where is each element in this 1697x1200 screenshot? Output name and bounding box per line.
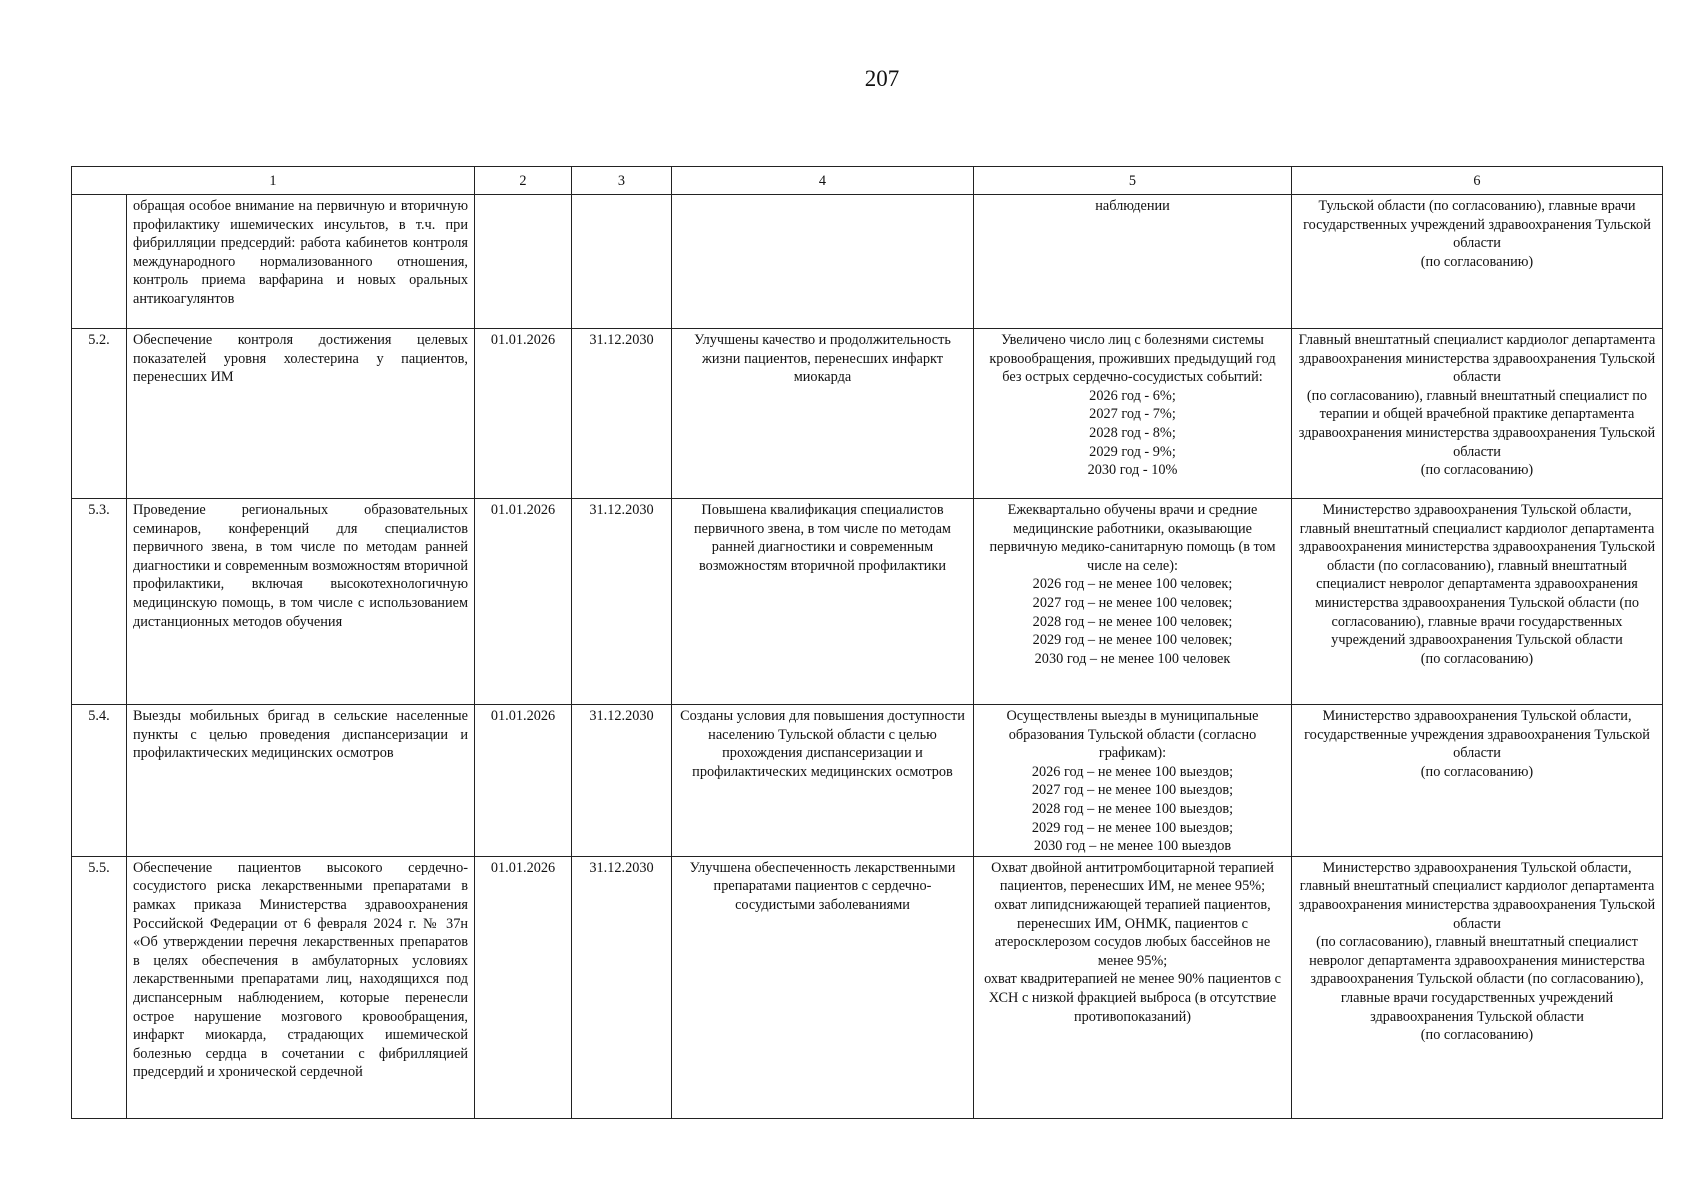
indicator-line: 2028 год - 8%; — [1089, 424, 1176, 441]
table-row — [72, 856, 1663, 1118]
responsible-line: Министерство здравоохранения Тульской области, главный внештатный специалист кардиолог департамента здравоохранения министерства здравоохранения Тульской области — [1298, 859, 1656, 932]
responsible-line: (по согласованию) — [1420, 462, 1534, 479]
responsible-cell — [1292, 705, 1663, 857]
responsible-cell — [1292, 329, 1663, 499]
result-cell: Созданы условия для повышения доступности населению Тульской области с целью прохождения диспансеризации и профилактических медицинских осмотров — [672, 705, 974, 857]
indicator-line: 2028 год – не менее 100 человек; — [1032, 613, 1233, 630]
indicator-line: Увеличено число лиц с болезнями системы кровообращения, проживших предыдущий год без острых сердечно-сосудистых событий: — [989, 332, 1276, 386]
responsible-line: (по согласованию), главный внештатный специалист невролог департамента здравоохранения министерства здравоохранения Тульской области (по согласованию), главные врачи государственных учреждений здравоохранения Тульской области — [1309, 934, 1645, 1025]
responsible-line: Тульской области (по согласованию), главные врачи государственных учреждений здравоохранения Тульской области — [1303, 198, 1651, 252]
end-date-cell — [572, 195, 672, 329]
responsible-line: Главный внештатный специалист кардиолог департамента здравоохранения министерства здравоохранения Тульской области — [1298, 332, 1656, 386]
column-header-4: 4 — [672, 167, 974, 195]
end-date-cell: 31.12.2030 — [572, 329, 672, 499]
responsible-line: (по согласованию) — [1420, 763, 1534, 780]
table-row — [72, 499, 1663, 705]
row-number: 5.5. — [72, 856, 127, 1118]
start-date-cell: 01.01.2026 — [475, 705, 572, 857]
row-number: 5.4. — [72, 705, 127, 857]
event-cell: Обеспечение контроля достижения целевых показателей уровня холестерина у пациентов, перенесших ИМ — [127, 329, 475, 499]
end-date-cell: 31.12.2030 — [572, 856, 672, 1118]
table-row — [72, 329, 1663, 499]
column-header-5: 5 — [974, 167, 1292, 195]
responsible-cell — [1292, 499, 1663, 705]
indicator-cell — [974, 329, 1292, 499]
end-date-cell: 31.12.2030 — [572, 705, 672, 857]
indicator-line: охват липидснижающей терапией пациентов, перенесших ИМ, ОНМК, пациентов с атеросклерозом сосудов любых бассейнов не менее 95%; — [994, 896, 1271, 969]
table-row — [72, 705, 1663, 857]
indicator-line: 2028 год – не менее 100 выездов; — [1031, 800, 1234, 817]
row-number: 5.3. — [72, 499, 127, 705]
start-date-cell — [475, 195, 572, 329]
start-date-cell: 01.01.2026 — [475, 329, 572, 499]
responsible-cell — [1292, 195, 1663, 329]
responsible-line: (по согласованию) — [1420, 650, 1534, 667]
event-cell: Выезды мобильных бригад в сельские населенные пункты с целью проведения диспансеризации и профилактических медицинских осмотров — [127, 705, 475, 857]
column-header-3: 3 — [572, 167, 672, 195]
indicator-line: 2026 год – не менее 100 человек; — [1032, 576, 1233, 593]
result-cell: Улучшена обеспеченность лекарственными препаратами пациентов с сердечно-сосудистыми заболеваниями — [672, 856, 974, 1118]
indicator-line: 2027 год - 7%; — [1089, 406, 1176, 423]
start-date-cell: 01.01.2026 — [475, 856, 572, 1118]
event-cell: обращая особое внимание на первичную и вторичную профилактику ишемических инсультов, в т.ч. при фибрилляции предсердий: работа кабинетов контроля международного нормализованного отношения, контроль приема варфарина и новых оральных антикоагулянтов — [127, 195, 475, 329]
indicator-line: Охват двойной антитромбоцитарной терапией пациентов, перенесших ИМ, не менее 95%; — [991, 859, 1274, 895]
result-cell — [672, 195, 974, 329]
row-number — [72, 195, 127, 329]
indicator-line: 2027 год – не менее 100 выездов; — [1031, 782, 1234, 799]
indicator-line: 2026 год – не менее 100 выездов; — [1031, 763, 1234, 780]
indicator-line: 2027 год – не менее 100 человек; — [1032, 594, 1233, 611]
event-cell: Проведение региональных образовательных семинаров, конференций для специалистов первичного звена, в том числе по методам ранней диагностики и современным возможностям вторичной профилактики, включая высокотехнологичную медицинскую помощь, в том числе с использованием дистанционных методов обучения — [127, 499, 475, 705]
result-cell: Повышена квалификация специалистов первичного звена, в том числе по методам ранней диагностики и современным возможностям вторичной профилактики — [672, 499, 974, 705]
indicator-line: Осуществлены выезды в муниципальные образования Тульской области (согласно графикам): — [1006, 708, 1259, 762]
indicator-line: наблюдении — [1095, 198, 1170, 214]
indicator-cell — [974, 499, 1292, 705]
event-cell: Обеспечение пациентов высокого сердечно-сосудистого риска лекарственными препаратами в рамках приказа Министерства здравоохранения Российской Федерации от 6 февраля 2024 г. № 37н «Об утверждении перечня лекарственных препаратов в целях обеспечения в амбулаторных условиях лекарственными препаратами лиц, находящихся под диспансерным наблюдением, которые перенесли острое нарушение мозгового кровообращения, инфаркт миокарда, страдающих ишемической болезнью сердца в сочетании с фибрилляцией предсердий и хронической сердечной — [127, 856, 475, 1118]
column-header-2: 2 — [475, 167, 572, 195]
responsible-line: (по согласованию) — [1420, 253, 1534, 270]
indicator-line: 2029 год – не менее 100 человек; — [1032, 632, 1233, 649]
indicator-line: 2029 год – не менее 100 выездов; — [1031, 819, 1234, 836]
responsible-line: (по согласованию) — [1420, 1027, 1534, 1044]
indicator-cell — [974, 856, 1292, 1118]
responsible-line: Министерство здравоохранения Тульской области, государственные учреждения здравоохранения Тульской области — [1304, 708, 1650, 762]
indicator-line: Ежеквартально обучены врачи и средние медицинские работники, оказывающие первичную медико-санитарную помощь (в том числе на селе): — [989, 502, 1276, 574]
header-row — [72, 167, 1663, 195]
column-header-6: 6 — [1292, 167, 1663, 195]
row-number: 5.2. — [72, 329, 127, 499]
indicator-line: 2029 год - 9%; — [1089, 443, 1176, 460]
indicator-cell — [974, 195, 1292, 329]
page-number: 207 — [864, 66, 900, 91]
indicator-cell — [974, 705, 1292, 857]
indicator-line: 2026 год - 6%; — [1089, 387, 1176, 404]
end-date-cell: 31.12.2030 — [572, 499, 672, 705]
result-cell: Улучшены качество и продолжительность жизни пациентов, перенесших инфаркт миокарда — [672, 329, 974, 499]
indicator-line: 2030 год – не менее 100 человек — [1034, 650, 1231, 667]
column-header-1: 1 — [72, 167, 475, 195]
indicator-line: 2030 год - 10% — [1087, 462, 1178, 479]
indicator-line: охват квадритерапией не менее 90% пациентов с ХСН с низкой фракцией выброса (в отсутствие противопоказаний) — [984, 971, 1281, 1025]
indicator-line: 2030 год – не менее 100 выездов — [1033, 838, 1232, 855]
start-date-cell: 01.01.2026 — [475, 499, 572, 705]
responsible-line: Министерство здравоохранения Тульской области, главный внештатный специалист кардиолог департамента здравоохранения министерства здравоохранения Тульской области (по согласованию), главный внештатный специалист невролог департамента здравоохранения министерства здравоохранения Тульской области (по согласованию), главные врачи государственных учреждений здравоохранения Тульской области — [1298, 502, 1656, 649]
responsible-line: (по согласованию), главный внештатный специалист по терапии и общей врачебной практике департамента здравоохранения министерства здравоохранения Тульской области — [1298, 387, 1656, 460]
table-row — [72, 195, 1663, 329]
plan-table — [71, 166, 1663, 1119]
responsible-cell — [1292, 856, 1663, 1118]
